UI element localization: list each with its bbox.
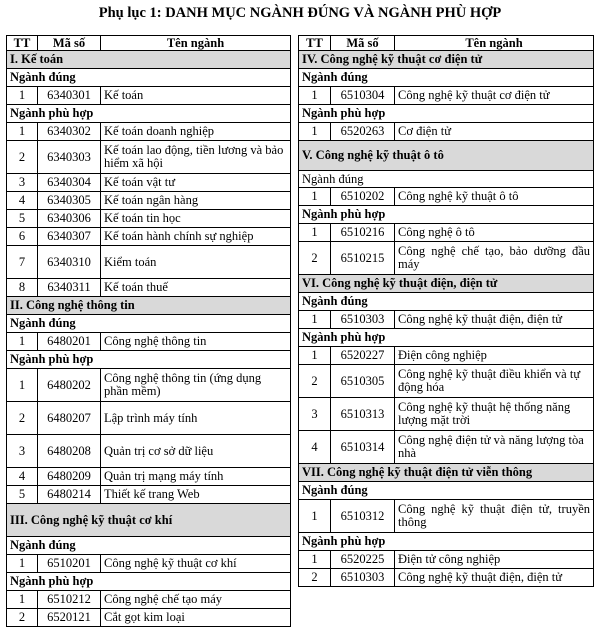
- table-row: 1 6480201 Công nghệ thông tin: [7, 333, 291, 351]
- table-row: 2 6510305 Công nghệ kỹ thuật điều khiển và tự động hóa: [299, 365, 594, 398]
- table-row: 1 6520225 Điện tử công nghiệp: [299, 551, 594, 569]
- table-row: 2 6510215 Công nghệ chế tạo, bảo dưỡng đầu máy: [299, 242, 594, 275]
- header-row: [7, 36, 291, 51]
- table-row: 4 6480209 Quản trị mạng máy tính: [7, 468, 291, 486]
- table-row: 1 6510201 Công nghệ kỹ thuật cơ khí: [7, 555, 291, 573]
- right-table: [298, 35, 594, 587]
- section-title: VII. Công nghệ kỹ thuật điện tử viễn thông: [299, 464, 594, 482]
- subsection-title: Ngành phù hợp: [7, 351, 291, 369]
- col-tt: TT: [299, 36, 331, 51]
- table-row: 1 6340301 Kế toán: [7, 87, 291, 105]
- col-code: Mã số: [331, 36, 395, 51]
- table-row: 3 6510313 Công nghệ kỹ thuật hệ thống năng lượng mặt trời: [299, 398, 594, 431]
- table-row: 1 6520263 Cơ điện tử: [299, 123, 594, 141]
- subsection-title: Ngành đúng: [7, 315, 291, 333]
- col-code: Mã số: [38, 36, 101, 51]
- subsection-title: Ngành phù hợp: [299, 329, 594, 347]
- section-title: V. Công nghệ kỹ thuật ô tô: [299, 141, 594, 171]
- table-row: 2 6480207 Lập trình máy tính: [7, 402, 291, 435]
- subsection-title: Ngành phù hợp: [299, 533, 594, 551]
- table-row: 1 6340302 Kế toán doanh nghiệp: [7, 123, 291, 141]
- page-title: Phụ lục 1: DANH MỤC NGÀNH ĐÚNG VÀ NGÀNH PHÙ HỢP: [98, 5, 502, 21]
- table-row: 3 6480208 Quản trị cơ sở dữ liệu: [7, 435, 291, 468]
- table-row: 4 6340305 Kế toán ngân hàng: [7, 192, 291, 210]
- table-row: 5 6340306 Kế toán tin học: [7, 210, 291, 228]
- subsection-title: Ngành phù hợp: [299, 105, 594, 123]
- table-row: 2 6340303 Kế toán lao động, tiền lương và bảo hiểm xã hội: [7, 141, 291, 174]
- section-title: IV. Công nghệ kỹ thuật cơ điện tử: [299, 51, 594, 69]
- table-row: 6 6340307 Kế toán hành chính sự nghiệp: [7, 228, 291, 246]
- table-row: 5 6480214 Thiết kế trang Web: [7, 486, 291, 504]
- table-row: 4 6510314 Công nghệ điện tử và năng lượng tòa nhà: [299, 431, 594, 464]
- table-row: 1 6510303 Công nghệ kỹ thuật điện, điện tử: [299, 311, 594, 329]
- table-row: 1 6510312 Công nghệ kỹ thuật điện tử, truyền thông: [299, 500, 594, 533]
- subsection-title: Ngành phù hợp: [7, 573, 291, 591]
- col-name: Tên ngành: [101, 36, 291, 51]
- table-row: 1 6510212 Công nghệ chế tạo máy: [7, 591, 291, 609]
- subsection-title: Ngành phù hợp: [7, 105, 291, 123]
- table-row: 2 6510303 Công nghệ kỹ thuật điện, điện tử: [299, 569, 594, 587]
- left-table: [6, 35, 291, 627]
- table-row: 1 6480202 Công nghệ thông tin (ứng dụng phần mềm): [7, 369, 291, 402]
- table-row: 2 6520121 Cắt gọt kim loại: [7, 609, 291, 627]
- table-row: 1 6520227 Điện công nghiệp: [299, 347, 594, 365]
- section-title: I. Kế toán: [7, 51, 291, 69]
- section-title: VI. Công nghệ kỹ thuật điện, điện tử: [299, 275, 594, 293]
- table-row: 8 6340311 Kế toán thuế: [7, 279, 291, 297]
- section-title: II. Công nghệ thông tin: [7, 297, 291, 315]
- table-row: 3 6340304 Kế toán vật tư: [7, 174, 291, 192]
- col-name: Tên ngành: [395, 36, 594, 51]
- subsection-title: Ngành đúng: [299, 482, 594, 500]
- subsection-title: Ngành đúng: [299, 293, 594, 311]
- table-row: 1 6510216 Công nghệ ô tô: [299, 224, 594, 242]
- table-row: 1 6510304 Công nghệ kỹ thuật cơ điện tử: [299, 87, 594, 105]
- subsection-title: Ngành phù hợp: [299, 206, 594, 224]
- table-row: 1 6510202 Công nghệ kỹ thuật ô tô: [299, 188, 594, 206]
- col-tt: TT: [7, 36, 38, 51]
- section-title: III. Công nghệ kỹ thuật cơ khí: [7, 504, 291, 537]
- subsection-title: Ngành đúng: [7, 537, 291, 555]
- header-row: [299, 36, 594, 51]
- table-row: 7 6340310 Kiểm toán: [7, 246, 291, 279]
- subsection-title: Ngành đúng: [299, 171, 594, 188]
- subsection-title: Ngành đúng: [7, 69, 291, 87]
- subsection-title: Ngành đúng: [299, 69, 594, 87]
